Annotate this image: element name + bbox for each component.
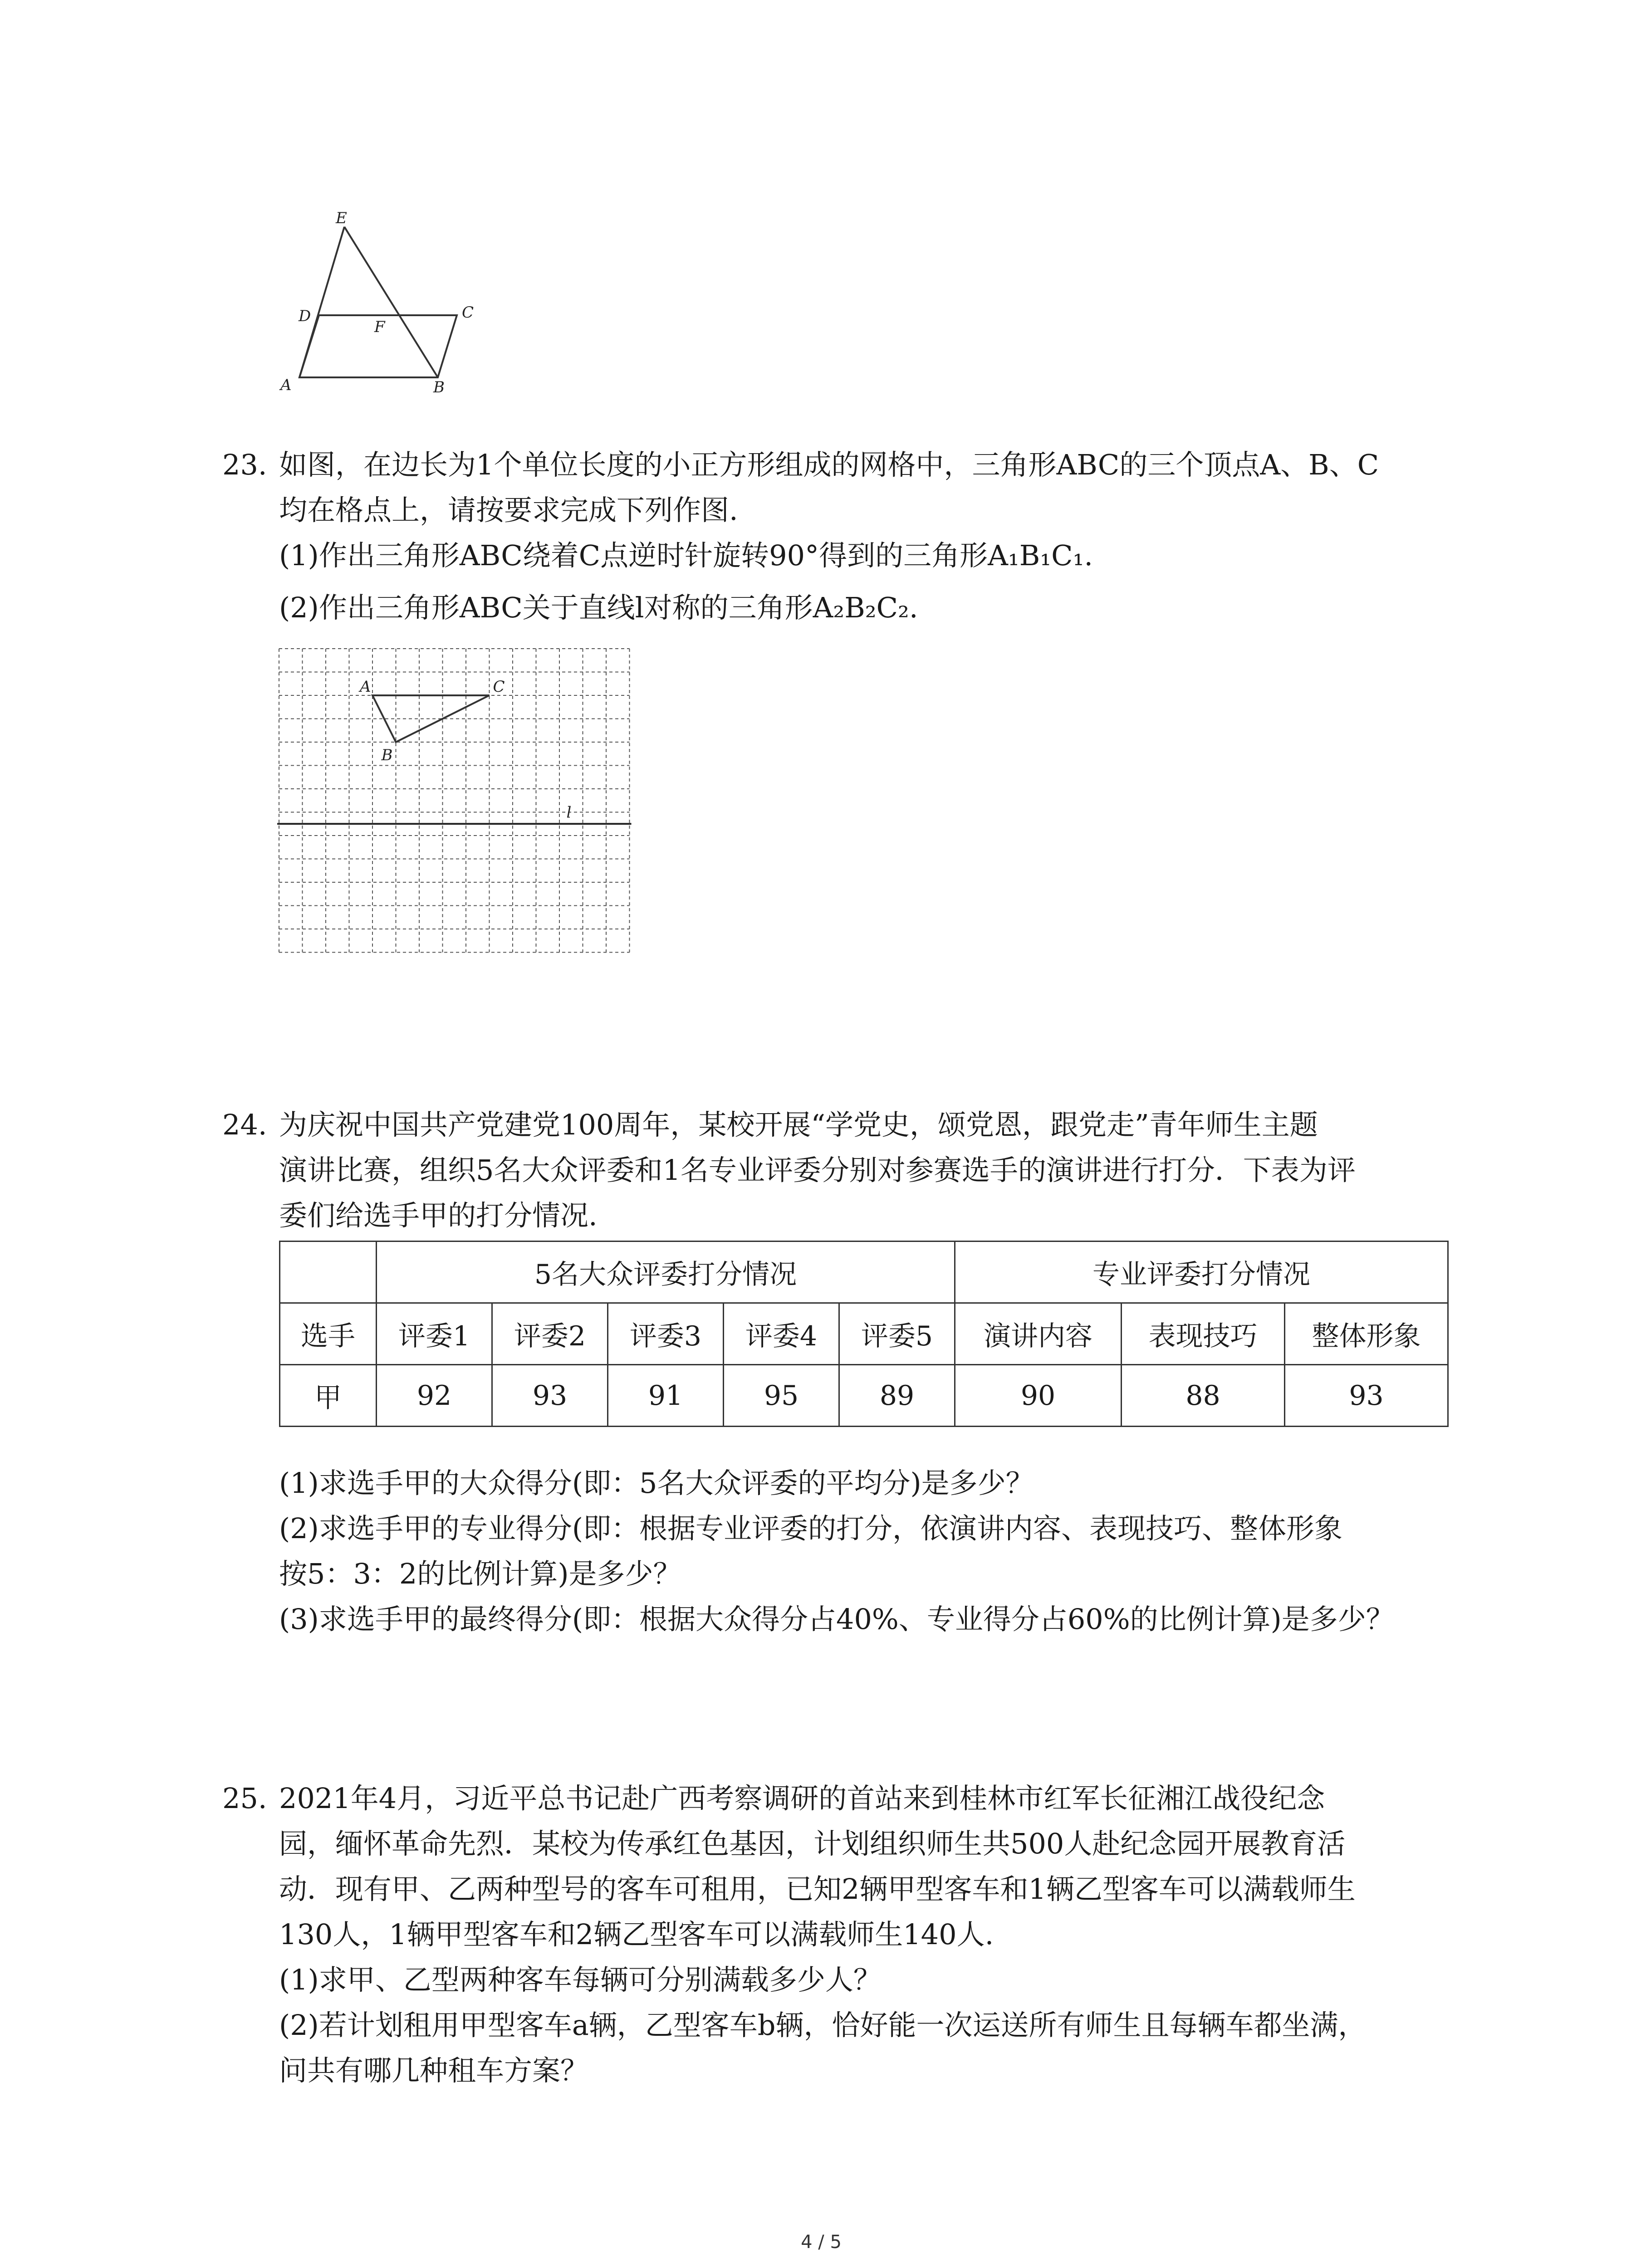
- table-value-cell: 89: [839, 1365, 955, 1427]
- question-24-line-1: 为庆祝中国共产党建党100周年，某校开展“学党史，颂党恩，跟党走”青年师生主题: [279, 1108, 1318, 1141]
- question-24-part-2b: 按5：3：2的比例计算)是多少？: [279, 1557, 681, 1590]
- label-b: B: [433, 378, 445, 396]
- table-value-cell: 95: [724, 1365, 839, 1427]
- question-23-number: 23.: [222, 448, 267, 481]
- table-header-cell: 演讲内容: [955, 1303, 1122, 1365]
- question-24-part-2a: (2)求选手甲的专业得分(即：根据专业评委的打分，依演讲内容、表现技巧、整体形象: [279, 1512, 1343, 1545]
- table-value-cell: 91: [608, 1365, 724, 1427]
- grid-label-a: A: [360, 678, 371, 696]
- table-value-cell: 93: [1285, 1365, 1448, 1427]
- question-23-part-1: (1)作出三角形ABC绕着C点逆时针旋转90°得到的三角形A₁B₁C₁.: [279, 539, 1093, 572]
- table-header-cell: 整体形象: [1285, 1303, 1448, 1365]
- table-header-cell: 评委4: [724, 1303, 839, 1365]
- table-header-cell: 评委3: [608, 1303, 724, 1365]
- grid-label-c: C: [493, 678, 505, 696]
- question-25-line-2: 园，缅怀革命先烈．某校为传承红色基因，计划组织师生共500人赴纪念园开展教育活: [279, 1827, 1346, 1860]
- table-header-cell: 评委5: [839, 1303, 955, 1365]
- question-25-number: 25.: [222, 1782, 267, 1815]
- table-group-public-judges: 5名大众评委打分情况: [377, 1242, 955, 1303]
- question-24-line-2: 演讲比赛，组织5名大众评委和1名专业评委分别对参赛选手的演讲进行打分．下表为评: [279, 1154, 1356, 1187]
- grid-label-b: B: [381, 746, 393, 764]
- table-contestant-name: 甲: [280, 1365, 377, 1427]
- question-25-line-3: 动．现有甲、乙两种型号的客车可租用，已知2辆甲型客车和1辆乙型客车可以满载师生: [279, 1872, 1356, 1906]
- triangle-abc: [372, 695, 490, 742]
- table-header-cell: 表现技巧: [1122, 1303, 1285, 1365]
- figure-22-parallelogram: [272, 209, 499, 399]
- table-corner-cell: [280, 1242, 377, 1303]
- question-25-part-2b: 问共有哪几种租车方案？: [279, 2054, 589, 2087]
- question-24-part-3: (3)求选手甲的最终得分(即：根据大众得分占40%、专业得分占60%的比例计算)是多少？: [279, 1603, 1394, 1636]
- label-a: A: [280, 376, 292, 394]
- question-25-part-1: (1)求甲、乙型两种客车每辆可分别满载多少人？: [279, 1963, 882, 1996]
- question-23-grid: [277, 646, 662, 973]
- page-number: 4 / 5: [801, 2232, 842, 2253]
- label-c: C: [462, 303, 474, 322]
- grid-label-l: l: [566, 803, 572, 822]
- question-24-part-1: (1)求选手甲的大众得分(即：5名大众评委的平均分)是多少？: [279, 1466, 1034, 1500]
- table-header-cell: 评委1: [377, 1303, 492, 1365]
- score-table: [279, 1241, 1449, 1427]
- table-header-cell: 评委2: [492, 1303, 608, 1365]
- label-f: F: [374, 318, 385, 336]
- table-row-header: 选手: [280, 1303, 377, 1365]
- question-23-part-2: (2)作出三角形ABC关于直线l对称的三角形A₂B₂C₂.: [279, 591, 918, 624]
- table-value-cell: 93: [492, 1365, 608, 1427]
- question-25-part-2a: (2)若计划租用甲型客车a辆，乙型客车b辆，恰好能一次运送所有师生且每辆车都坐满，: [279, 2009, 1367, 2042]
- question-23-line-2: 均在格点上，请按要求完成下列作图.: [279, 494, 738, 527]
- label-d: D: [299, 307, 311, 325]
- question-23-line-1: 如图，在边长为1个单位长度的小正方形组成的网格中，三角形ABC的三个顶点A、B、C: [279, 448, 1379, 481]
- table-group-expert-judge: 专业评委打分情况: [955, 1242, 1448, 1303]
- question-25-line-1: 2021年4月，习近平总书记赴广西考察调研的首站来到桂林市红军长征湘江战役纪念: [279, 1782, 1325, 1815]
- table-value-cell: 88: [1122, 1365, 1285, 1427]
- label-e: E: [336, 209, 347, 227]
- question-24-line-3: 委们给选手甲的打分情况.: [279, 1199, 598, 1232]
- table-value-cell: 92: [377, 1365, 492, 1427]
- question-25-line-4: 130人，1辆甲型客车和2辆乙型客车可以满载师生140人.: [279, 1918, 994, 1951]
- table-value-cell: 90: [955, 1365, 1122, 1427]
- question-24-number: 24.: [222, 1108, 267, 1141]
